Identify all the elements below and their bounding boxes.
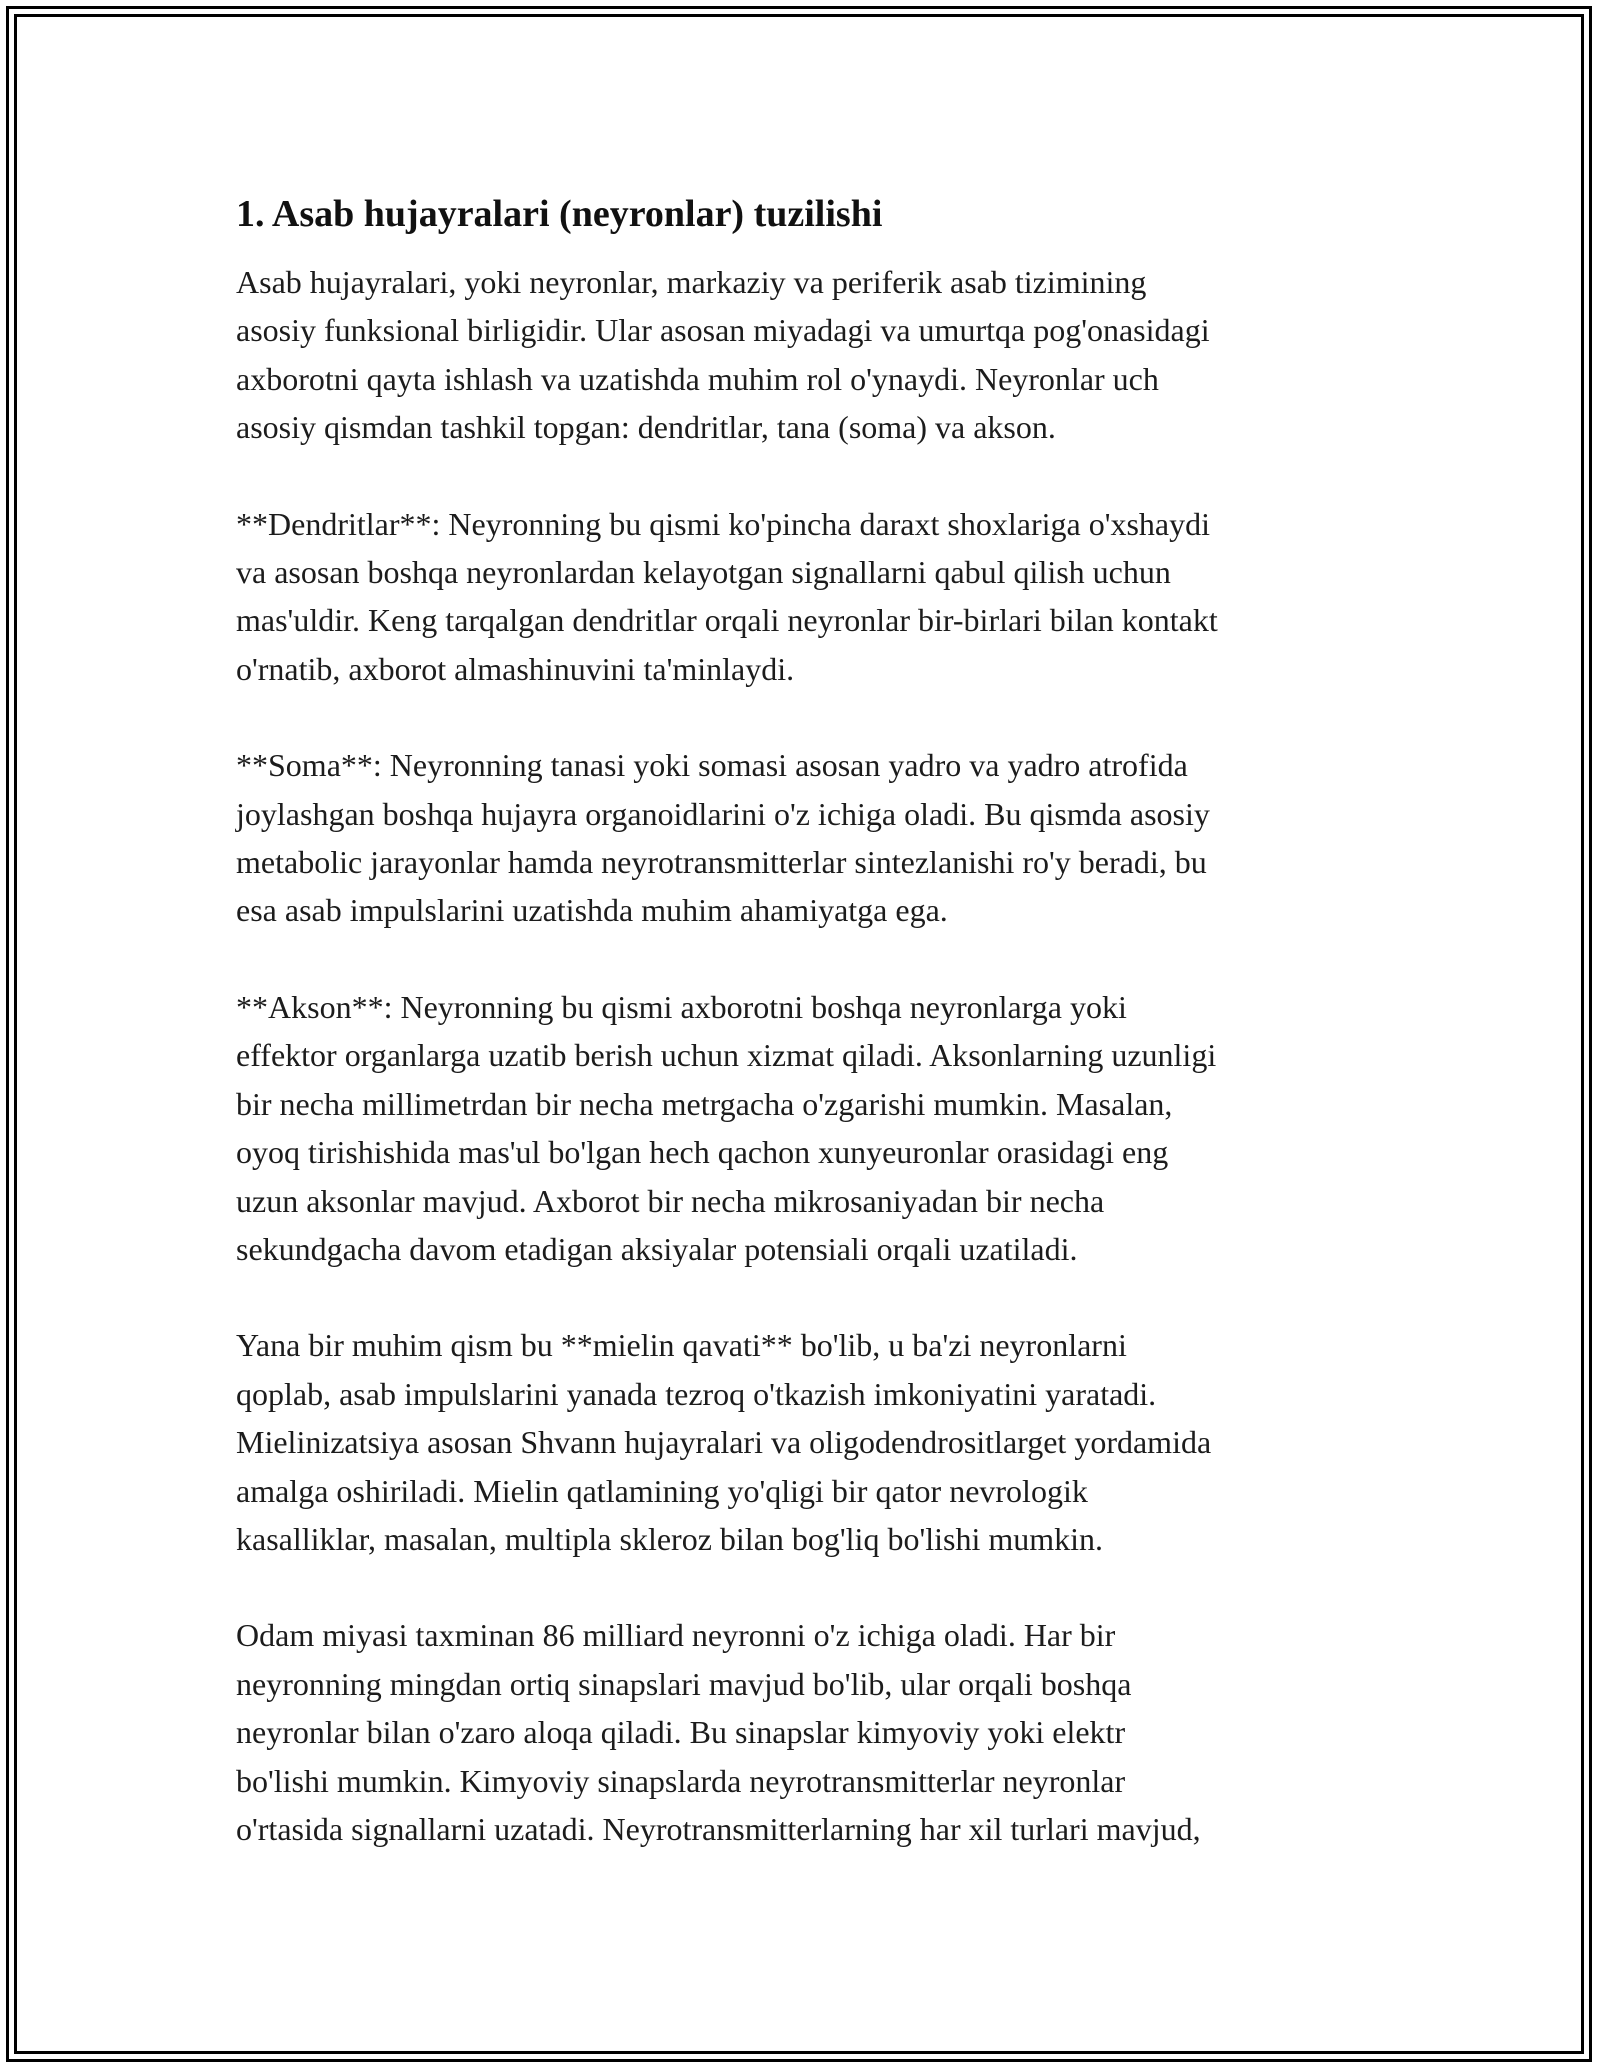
- paragraph-intro: [236, 258, 1376, 452]
- text-line: amalga oshiriladi. Mielin qatlamining yo'qligi bir qator nevrologik: [236, 1472, 1088, 1509]
- text-line: Mielinizatsiya asosan Shvann hujayralari va oligodendrositlarget yordamida: [236, 1424, 1212, 1461]
- text-line: o'rtasida signallarni uzatadi. Neyrotransmitterlarning har xil turlari mavjud,: [236, 1810, 1201, 1847]
- text-line: asosiy funksional birligidir. Ular asosan miyadagi va umurtqa pog'onasidagi: [236, 312, 1210, 349]
- text-line: asosiy qismdan tashkil topgan: dendritlar, tana (soma) va akson.: [236, 409, 1056, 446]
- text-line: o'rnatib, axborot almashinuvini ta'minlaydi.: [236, 650, 795, 687]
- text-line: **Dendritlar**: Neyronning bu qismi ko'pincha daraxt shoxlariga o'xshaydi: [236, 505, 1210, 542]
- document-body: [236, 190, 1376, 1901]
- text-line: kasalliklar, masalan, multipla skleroz bilan bog'liq bo'lishi mumkin.: [236, 1520, 1103, 1557]
- text-line: qoplab, asab impulslarini yanada tezroq o'tkazish imkoniyatini yaratadi.: [236, 1375, 1157, 1412]
- text-line: neyronlar bilan o'zaro aloqa qiladi. Bu sinapslar kimyoviy yoki elektr: [236, 1714, 1126, 1751]
- text-line: metabolic jarayonlar hamda neyrotransmitterlar sintezlanishi ro'y beradi, bu: [236, 844, 1207, 881]
- text-line: oyoq tirishishida mas'ul bo'lgan hech qachon xunyeuronlar orasidagi eng: [236, 1134, 1169, 1171]
- text-line: bo'lishi mumkin. Kimyoviy sinapslarda neyrotransmitterlar neyronlar: [236, 1762, 1126, 1799]
- paragraph-soma: [236, 741, 1376, 935]
- text-line: uzun aksonlar mavjud. Axborot bir necha mikrosaniyadan bir necha: [236, 1182, 1105, 1219]
- text-line: Yana bir muhim qism bu **mielin qavati** bo'lib, u ba'zi neyronlarni: [236, 1327, 1127, 1364]
- text-line: Asab hujayralari, yoki neyronlar, markaziy va periferik asab tizimining: [236, 264, 1147, 300]
- text-line: va asosan boshqa neyronlardan kelayotgan signallarni qabul qilish uchun: [236, 554, 1171, 591]
- paragraph-sinapslar: [236, 1611, 1376, 1853]
- section-heading: 1. Asab hujayralari (neyronlar) tuzilishi: [236, 193, 883, 235]
- paragraph-akson: [236, 983, 1376, 1273]
- text-line: joylashgan boshqa hujayra organoidlarini o'z ichiga oladi. Bu qismda asosiy: [236, 795, 1210, 832]
- text-line: **Soma**: Neyronning tanasi yoki somasi asosan yadro va yadro atrofida: [236, 747, 1188, 784]
- text-line: mas'uldir. Keng tarqalgan dendritlar orqali neyronlar bir-birlari bilan kontakt: [236, 602, 1218, 639]
- text-line: esa asab impulslarini uzatishda muhim ahamiyatga ega.: [236, 892, 948, 929]
- text-line: Odam miyasi taxminan 86 milliard neyronni o'z ichiga oladi. Har bir: [236, 1617, 1116, 1654]
- text-line: sekundgacha davom etadigan aksiyalar potensiali orqali uzatiladi.: [236, 1230, 1078, 1267]
- text-line: effektor organlarga uzatib berish uchun xizmat qiladi. Aksonlarning uzunligi: [236, 1037, 1217, 1074]
- text-line: neyronning mingdan ortiq sinapslari mavjud bo'lib, ular orqali boshqa: [236, 1665, 1132, 1702]
- text-line: bir necha millimetrdan bir necha metrgacha o'zgarishi mumkin. Masalan,: [236, 1085, 1173, 1122]
- paragraph-mielin: [236, 1321, 1376, 1563]
- text-line: axborotni qayta ishlash va uzatishda muhim rol o'ynaydi. Neyronlar uch: [236, 360, 1159, 397]
- paragraph-dendritlar: [236, 500, 1376, 694]
- text-line: **Akson**: Neyronning bu qismi axborotni boshqa neyronlarga yoki: [236, 988, 1127, 1025]
